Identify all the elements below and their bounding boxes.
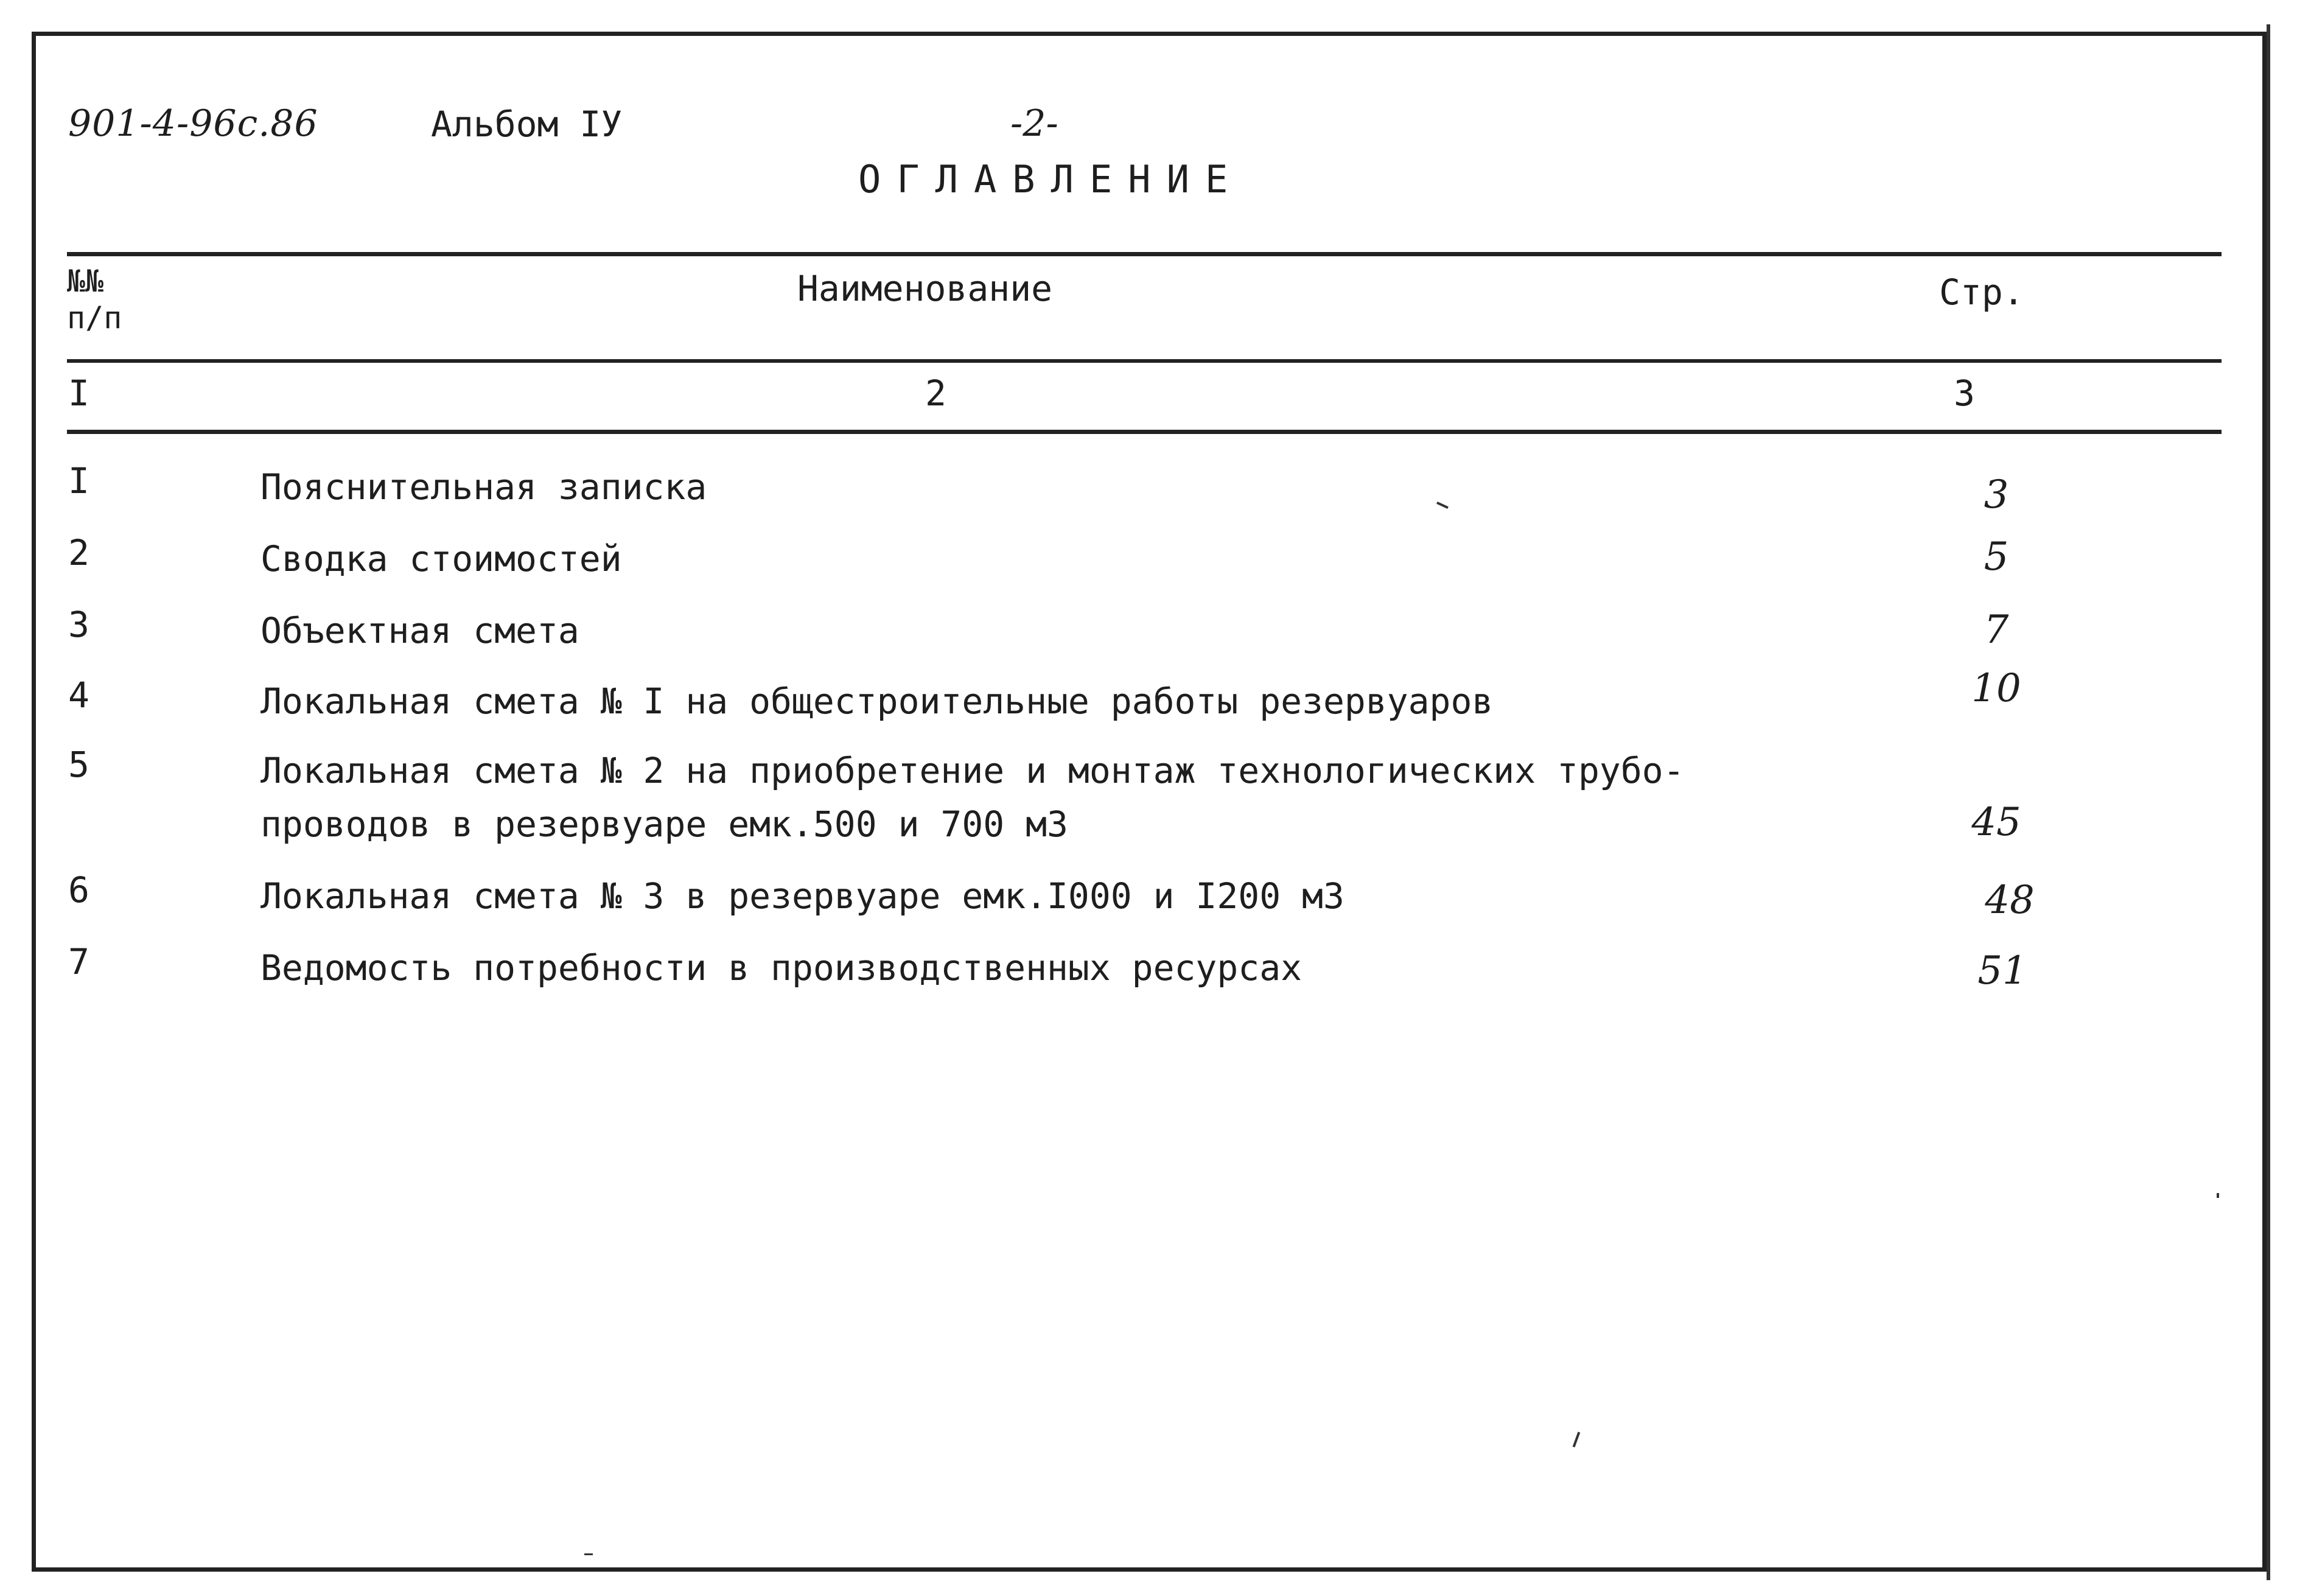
row-name: Локальная смета № I на общестроительные работы резервуаров — [260, 681, 1494, 722]
row-page: 7 — [1984, 607, 2009, 653]
row-name: Локальная смета № 3 в резервуаре емк.I000 и I200 м3 — [260, 875, 1344, 917]
row-number: 6 — [68, 869, 89, 911]
row-page: 5 — [1984, 534, 2009, 579]
scan-mark — [584, 1553, 593, 1555]
row-name: Сводка стоимостей — [260, 538, 622, 579]
page-number: -2- — [1010, 102, 1058, 145]
column-header-name: Наименование — [797, 268, 1053, 309]
document-code: 901-4-96с.86 — [68, 102, 318, 145]
row-page: 51 — [1977, 948, 2027, 993]
frame-edge — [2267, 24, 2270, 1580]
row-page: 45 — [1971, 800, 2021, 845]
row-name: Пояснительная записка — [260, 466, 707, 508]
column-index-3: 3 — [1954, 373, 1975, 414]
column-header-page: Стр. — [1939, 271, 2024, 313]
row-number: 2 — [68, 532, 89, 573]
row-name: Объектная смета — [260, 610, 579, 651]
scan-mark — [2217, 1193, 2219, 1198]
row-number: 5 — [68, 744, 89, 785]
album-label: Альбом IУ — [431, 103, 623, 145]
row-number: 3 — [68, 604, 89, 645]
header-divider-rule — [67, 359, 2222, 363]
row-page: 10 — [1971, 666, 2021, 711]
column-header-number: №№ п/п — [67, 264, 122, 335]
column-index-2: 2 — [925, 373, 946, 414]
row-page: 48 — [1985, 878, 2035, 923]
row-page: 3 — [1984, 472, 2009, 517]
page-title: ОГЛАВЛЕНИЕ — [858, 157, 1244, 201]
body-top-rule — [67, 430, 2222, 434]
column-index-1: I — [68, 373, 89, 414]
row-name: Ведомость потребности в производственных ресурсах — [260, 947, 1302, 989]
row-number: 7 — [68, 941, 89, 982]
row-name: Локальная смета № 2 на приобретение и монтаж технологических трубо- проводов в резервуаре емк.500 и 700 м3 — [260, 750, 1685, 845]
table-top-rule — [67, 252, 2222, 256]
row-number: 4 — [68, 674, 89, 716]
row-number: I — [68, 460, 89, 502]
